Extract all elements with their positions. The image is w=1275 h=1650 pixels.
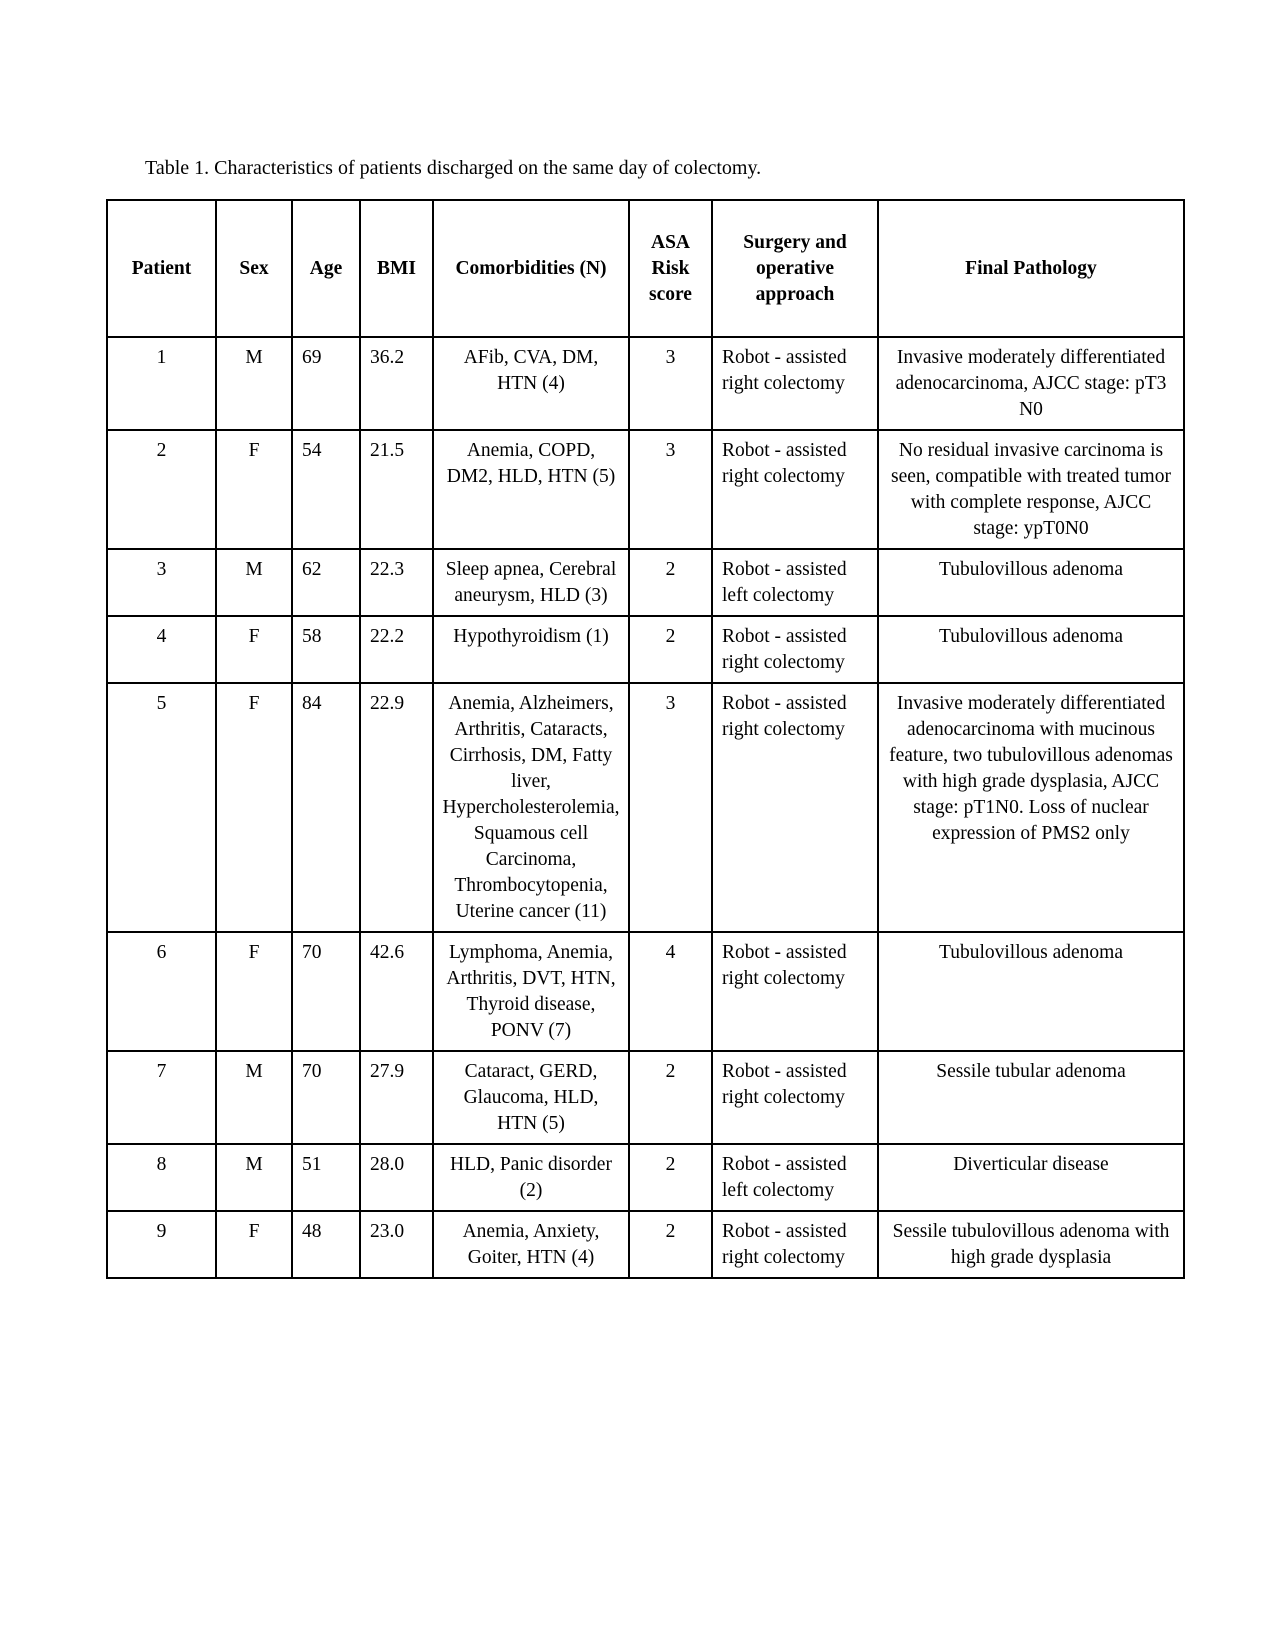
cell-patient: 2 xyxy=(107,430,216,549)
cell-age: 62 xyxy=(292,549,360,616)
cell-comorbidities: HLD, Panic disorder (2) xyxy=(433,1144,629,1211)
cell-bmi: 22.2 xyxy=(360,616,433,683)
cell-final-pathology: No residual invasive carcinoma is seen, compatible with treated tumor with complete response, AJCC stage: ypT0N0 xyxy=(878,430,1184,549)
table-body xyxy=(107,337,1184,1278)
cell-patient: 7 xyxy=(107,1051,216,1144)
cell-age: 70 xyxy=(292,932,360,1051)
cell-asa-risk-score: 4 xyxy=(629,932,712,1051)
cell-comorbidities: AFib, CVA, DM, HTN (4) xyxy=(433,337,629,430)
cell-comorbidities: Lymphoma, Anemia, Arthritis, DVT, HTN, Thyroid disease, PONV (7) xyxy=(433,932,629,1051)
cell-comorbidities: Anemia, Alzheimers, Arthritis, Cataracts, Cirrhosis, DM, Fatty liver, Hypercholesterolemia, Squamous cell Carcinoma, Thrombocytopenia, Uterine cancer (11) xyxy=(433,683,629,932)
table-row xyxy=(107,430,1184,549)
column-header-surgery-approach: Surgery and operative approach xyxy=(712,200,878,337)
cell-sex: M xyxy=(216,337,292,430)
cell-bmi: 22.3 xyxy=(360,549,433,616)
cell-bmi: 36.2 xyxy=(360,337,433,430)
cell-sex: M xyxy=(216,1051,292,1144)
cell-bmi: 21.5 xyxy=(360,430,433,549)
column-header-age: Age xyxy=(292,200,360,337)
cell-final-pathology: Sessile tubular adenoma xyxy=(878,1051,1184,1144)
cell-asa-risk-score: 2 xyxy=(629,1051,712,1144)
cell-surgery-approach: Robot - assisted right colectomy xyxy=(712,430,878,549)
cell-age: 70 xyxy=(292,1051,360,1144)
column-header-patient: Patient xyxy=(107,200,216,337)
cell-surgery-approach: Robot - assisted left colectomy xyxy=(712,549,878,616)
table-row xyxy=(107,549,1184,616)
cell-sex: F xyxy=(216,932,292,1051)
cell-asa-risk-score: 2 xyxy=(629,549,712,616)
cell-bmi: 28.0 xyxy=(360,1144,433,1211)
cell-surgery-approach: Robot - assisted left colectomy xyxy=(712,1144,878,1211)
cell-surgery-approach: Robot - assisted right colectomy xyxy=(712,337,878,430)
column-header-asa-risk-score: ASA Risk score xyxy=(629,200,712,337)
cell-bmi: 23.0 xyxy=(360,1211,433,1278)
cell-bmi: 27.9 xyxy=(360,1051,433,1144)
cell-comorbidities: Anemia, COPD, DM2, HLD, HTN (5) xyxy=(433,430,629,549)
header-row xyxy=(107,200,1184,337)
cell-patient: 6 xyxy=(107,932,216,1051)
cell-sex: F xyxy=(216,430,292,549)
table-header xyxy=(107,200,1184,337)
cell-final-pathology: Invasive moderately differentiated adenocarcinoma with mucinous feature, two tubulovillous adenomas with high grade dysplasia, AJCC stage: pT1N0. Loss of nuclear expression of PMS2 only xyxy=(878,683,1184,932)
cell-final-pathology: Tubulovillous adenoma xyxy=(878,932,1184,1051)
cell-asa-risk-score: 3 xyxy=(629,337,712,430)
cell-final-pathology: Invasive moderately differentiated adenocarcinoma, AJCC stage: pT3 N0 xyxy=(878,337,1184,430)
cell-patient: 1 xyxy=(107,337,216,430)
cell-age: 69 xyxy=(292,337,360,430)
cell-sex: F xyxy=(216,1211,292,1278)
cell-bmi: 22.9 xyxy=(360,683,433,932)
cell-patient: 9 xyxy=(107,1211,216,1278)
cell-patient: 4 xyxy=(107,616,216,683)
table-row xyxy=(107,683,1184,932)
table-row xyxy=(107,337,1184,430)
cell-sex: M xyxy=(216,549,292,616)
cell-surgery-approach: Robot - assisted right colectomy xyxy=(712,1051,878,1144)
cell-comorbidities: Anemia, Anxiety, Goiter, HTN (4) xyxy=(433,1211,629,1278)
cell-surgery-approach: Robot - assisted right colectomy xyxy=(712,1211,878,1278)
patient-characteristics-table xyxy=(106,199,1185,1279)
table-row xyxy=(107,1211,1184,1278)
column-header-sex: Sex xyxy=(216,200,292,337)
cell-surgery-approach: Robot - assisted right colectomy xyxy=(712,616,878,683)
table-row xyxy=(107,616,1184,683)
cell-age: 84 xyxy=(292,683,360,932)
cell-age: 51 xyxy=(292,1144,360,1211)
cell-asa-risk-score: 2 xyxy=(629,1144,712,1211)
cell-age: 54 xyxy=(292,430,360,549)
cell-comorbidities: Sleep apnea, Cerebral aneurysm, HLD (3) xyxy=(433,549,629,616)
cell-patient: 5 xyxy=(107,683,216,932)
cell-age: 48 xyxy=(292,1211,360,1278)
cell-patient: 8 xyxy=(107,1144,216,1211)
cell-sex: M xyxy=(216,1144,292,1211)
cell-sex: F xyxy=(216,616,292,683)
cell-age: 58 xyxy=(292,616,360,683)
column-header-bmi: BMI xyxy=(360,200,433,337)
table-row xyxy=(107,932,1184,1051)
cell-comorbidities: Cataract, GERD, Glaucoma, HLD, HTN (5) xyxy=(433,1051,629,1144)
table-row xyxy=(107,1051,1184,1144)
cell-asa-risk-score: 2 xyxy=(629,1211,712,1278)
column-header-comorbidities: Comorbidities (N) xyxy=(433,200,629,337)
cell-surgery-approach: Robot - assisted right colectomy xyxy=(712,683,878,932)
column-header-final-pathology: Final Pathology xyxy=(878,200,1184,337)
cell-surgery-approach: Robot - assisted right colectomy xyxy=(712,932,878,1051)
cell-sex: F xyxy=(216,683,292,932)
cell-asa-risk-score: 3 xyxy=(629,430,712,549)
table-row xyxy=(107,1144,1184,1211)
cell-asa-risk-score: 3 xyxy=(629,683,712,932)
cell-bmi: 42.6 xyxy=(360,932,433,1051)
cell-asa-risk-score: 2 xyxy=(629,616,712,683)
cell-final-pathology: Tubulovillous adenoma xyxy=(878,549,1184,616)
cell-final-pathology: Tubulovillous adenoma xyxy=(878,616,1184,683)
cell-final-pathology: Sessile tubulovillous adenoma with high grade dysplasia xyxy=(878,1211,1184,1278)
cell-comorbidities: Hypothyroidism (1) xyxy=(433,616,629,683)
cell-patient: 3 xyxy=(107,549,216,616)
table-caption: Table 1. Characteristics of patients discharged on the same day of colectomy. xyxy=(145,157,762,179)
cell-final-pathology: Diverticular disease xyxy=(878,1144,1184,1211)
